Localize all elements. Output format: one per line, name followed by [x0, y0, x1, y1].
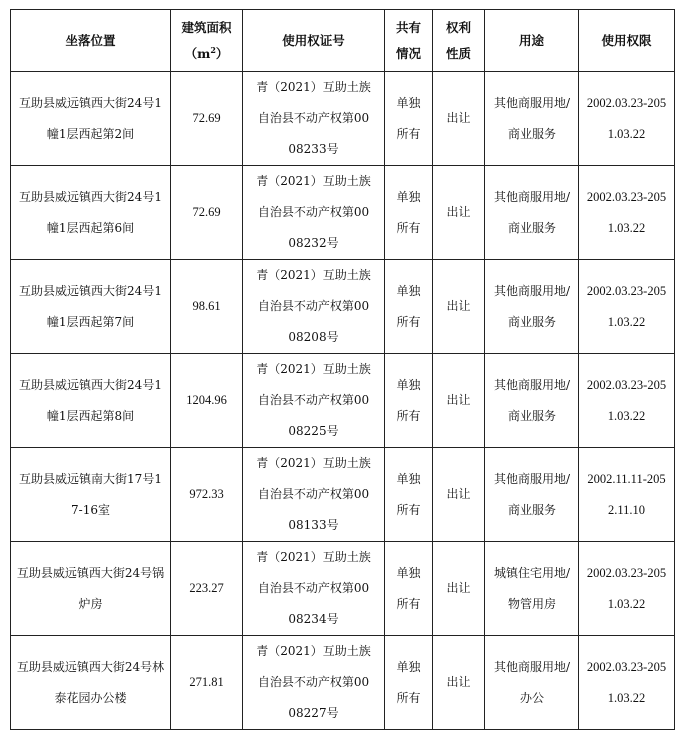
header-use: 用途: [485, 10, 579, 72]
cell-shared-text: 单独所有: [396, 189, 421, 235]
cell-area: [171, 260, 243, 354]
cell-cert-text: 青（2021）互助土族自治县不动产权第0008232号: [256, 174, 371, 250]
table-row: [11, 354, 675, 448]
cell-term-text: 2002.11.11-2052.11.10: [587, 471, 666, 517]
cell-use: [485, 542, 579, 636]
header-nature: 权利性质: [433, 10, 485, 72]
cell-use: [485, 636, 579, 730]
cell-nature-text: 出让: [446, 393, 471, 407]
cell-shared: [385, 542, 433, 636]
cell-area-text: 972.33: [189, 487, 224, 501]
cell-cert: [243, 636, 385, 730]
cell-area: [171, 72, 243, 166]
cell-location: [11, 72, 171, 166]
cell-nature-text: 出让: [446, 487, 471, 501]
table-row: [11, 448, 675, 542]
cell-location-text: 互助县威远镇西大街24号1幢1层西起第8间: [19, 377, 162, 423]
cell-use: [485, 260, 579, 354]
cell-shared: [385, 166, 433, 260]
property-rights-table: [10, 9, 675, 730]
table-row: [11, 260, 675, 354]
cell-area-text: 98.61: [192, 299, 221, 313]
cell-location-text: 互助县威远镇西大街24号1幢1层西起第2间: [19, 95, 162, 141]
cell-shared-text: 单独所有: [396, 283, 421, 329]
cell-location: [11, 448, 171, 542]
cell-nature: [433, 636, 485, 730]
cell-location: [11, 636, 171, 730]
cell-shared-text: 单独所有: [396, 377, 421, 423]
cell-shared-text: 单独所有: [396, 95, 421, 141]
cell-use-text: 其他商服用地/商业服务: [493, 283, 571, 329]
cell-cert: [243, 166, 385, 260]
cell-area-text: 72.69: [192, 205, 221, 219]
cell-nature-text: 出让: [446, 111, 471, 125]
cell-nature: [433, 448, 485, 542]
table-row: [11, 542, 675, 636]
cell-term: [579, 448, 675, 542]
cell-shared: [385, 636, 433, 730]
cell-nature: [433, 166, 485, 260]
header-area-unit: $(m^2)$: [184, 44, 229, 61]
cell-shared: [385, 260, 433, 354]
cell-term: [579, 72, 675, 166]
cell-location: [11, 166, 171, 260]
header-shared: 共有情况: [385, 10, 433, 72]
cell-term: [579, 166, 675, 260]
cell-area: [171, 354, 243, 448]
cell-location: [11, 260, 171, 354]
cell-nature: [433, 542, 485, 636]
cell-term: [579, 260, 675, 354]
cell-use-text: 城镇住宅用地/物管用房: [493, 565, 571, 611]
cell-use: [485, 72, 579, 166]
table-row: [11, 636, 675, 730]
header-area-line1: 建筑面积: [181, 19, 232, 35]
header-term: 使用权限: [579, 10, 675, 72]
header-location: 坐落位置: [11, 10, 171, 72]
cell-shared: [385, 354, 433, 448]
cell-cert: [243, 260, 385, 354]
cell-cert: [243, 72, 385, 166]
cell-area-text: 271.81: [189, 675, 224, 689]
cell-location: [11, 542, 171, 636]
cell-area: [171, 636, 243, 730]
cell-area-text: 223.27: [189, 581, 224, 595]
cell-term-text: 2002.03.23-2051.03.22: [586, 283, 667, 329]
cell-shared-text: 单独所有: [396, 565, 421, 611]
cell-location-text: 互助县威远镇西大街24号锅炉房: [16, 565, 165, 611]
header-area: [171, 10, 243, 72]
cell-location-text: 互助县威远镇西大街24号林泰花园办公楼: [16, 659, 165, 705]
cell-nature-text: 出让: [446, 205, 471, 219]
cell-nature-text: 出让: [446, 675, 471, 689]
cell-cert: [243, 448, 385, 542]
cell-term-text: 2002.03.23-2051.03.22: [586, 377, 667, 423]
cell-term: [579, 354, 675, 448]
cell-area: [171, 166, 243, 260]
cell-area-text: 72.69: [192, 111, 221, 125]
cell-cert: [243, 354, 385, 448]
cell-shared-text: 单独所有: [396, 471, 421, 517]
cell-nature: [433, 260, 485, 354]
cell-nature: [433, 354, 485, 448]
header-row: [11, 10, 675, 72]
table-row: [11, 72, 675, 166]
cell-term: [579, 636, 675, 730]
cell-cert: [243, 542, 385, 636]
cell-use: [485, 166, 579, 260]
cell-use-text: 其他商服用地/商业服务: [493, 189, 571, 235]
cell-shared-text: 单独所有: [396, 659, 421, 705]
cell-term-text: 2002.03.23-2051.03.22: [586, 659, 667, 705]
cell-area: [171, 542, 243, 636]
cell-location-text: 互助县威远镇南大街17号17-16室: [19, 471, 162, 517]
cell-cert-text: 青（2021）互助土族自治县不动产权第0008233号: [256, 80, 371, 156]
cell-nature-text: 出让: [446, 299, 471, 313]
cell-use: [485, 448, 579, 542]
cell-shared: [385, 72, 433, 166]
cell-cert-text: 青（2021）互助土族自治县不动产权第0008227号: [256, 644, 371, 720]
cell-cert-text: 青（2021）互助土族自治县不动产权第0008208号: [256, 268, 371, 344]
cell-cert-text: 青（2021）互助土族自治县不动产权第0008225号: [256, 362, 371, 438]
cell-area: [171, 448, 243, 542]
cell-use-text: 其他商服用地/商业服务: [493, 471, 571, 517]
table-row: [11, 166, 675, 260]
cell-use-text: 其他商服用地/商业服务: [493, 95, 571, 141]
cell-term-text: 2002.03.23-2051.03.22: [586, 565, 667, 611]
cell-cert-text: 青（2021）互助土族自治县不动产权第0008234号: [256, 550, 371, 626]
cell-shared: [385, 448, 433, 542]
cell-location-text: 互助县威远镇西大街24号1幢1层西起第6间: [19, 189, 162, 235]
cell-term: [579, 542, 675, 636]
cell-cert-text: 青（2021）互助土族自治县不动产权第0008133号: [256, 456, 371, 532]
header-cert: 使用权证号: [243, 10, 385, 72]
cell-area-text: 1204.96: [186, 393, 227, 407]
cell-use: [485, 354, 579, 448]
cell-location: [11, 354, 171, 448]
cell-nature: [433, 72, 485, 166]
cell-nature-text: 出让: [446, 581, 471, 595]
cell-term-text: 2002.03.23-2051.03.22: [586, 95, 667, 141]
cell-use-text: 其他商服用地/办公: [493, 659, 571, 705]
cell-location-text: 互助县威远镇西大街24号1幢1层西起第7间: [19, 283, 162, 329]
cell-term-text: 2002.03.23-2051.03.22: [586, 189, 667, 235]
cell-use-text: 其他商服用地/商业服务: [493, 377, 571, 423]
